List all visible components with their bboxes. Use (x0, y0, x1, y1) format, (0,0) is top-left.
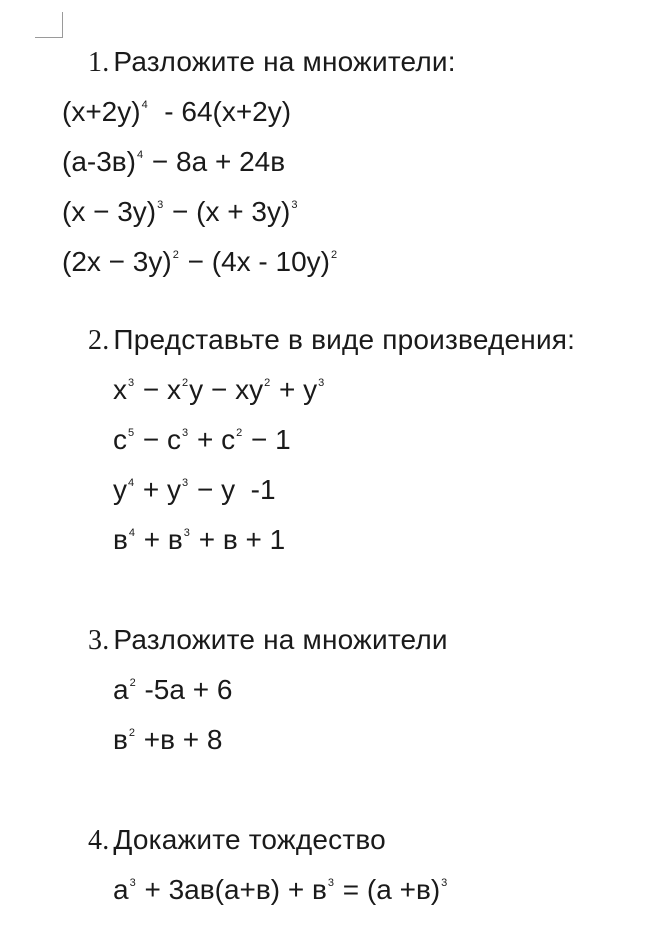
expression-text: = (а +в) (335, 874, 441, 905)
page-corner-mark (35, 12, 63, 38)
expression-text: (2x − 3y) (62, 246, 172, 277)
expression-text: -5а + 6 (136, 674, 233, 705)
exponent: 2 (331, 249, 338, 261)
task-1-expression (62, 194, 298, 230)
exponent: 5 (128, 427, 135, 439)
expression-text: + c (189, 424, 236, 455)
expression-text: y − xy (189, 374, 264, 405)
task-1-title: Разложите на множители: (113, 46, 456, 77)
exponent: 4 (128, 477, 135, 489)
exponent: 2 (182, 377, 189, 389)
exponent: 3 (327, 877, 334, 889)
expression-text: − (x + 3y) (164, 196, 291, 227)
exponent: 3 (291, 199, 298, 211)
expression-text: + в + 1 (190, 524, 286, 555)
expression-text: y (113, 474, 127, 505)
task-3-number: 3. (88, 625, 110, 656)
expression-text: (а-3в) (62, 146, 136, 177)
exponent: 3 (157, 199, 164, 211)
task-1-expression (62, 244, 338, 280)
corner-mark-horizontal (35, 37, 63, 38)
exponent: 4 (137, 149, 144, 161)
expression-text: + в (136, 524, 183, 555)
expression-text: - 64(x+2y) (148, 96, 292, 127)
exponent: 3 (182, 427, 189, 439)
exponent: 2 (236, 427, 243, 439)
expression-text: в (113, 524, 128, 555)
expression-text: а (113, 874, 129, 905)
expression-text: − (4x - 10y) (179, 246, 330, 277)
exponent: 4 (128, 527, 135, 539)
exponent: 3 (128, 377, 135, 389)
task-3-title: Разложите на множители (113, 624, 448, 655)
expression-text: + y (135, 474, 182, 505)
exponent: 4 (141, 99, 148, 111)
exponent: 3 (129, 877, 136, 889)
task-1-number: 1. (88, 47, 110, 78)
task-1-heading (88, 44, 456, 81)
task-2-expression (113, 422, 291, 458)
expression-text: +в + 8 (136, 724, 223, 755)
exponent: 3 (318, 377, 325, 389)
expression-text: − x (135, 374, 182, 405)
task-4-title: Докажите тождество (113, 824, 386, 855)
exponent: 2 (264, 377, 271, 389)
exponent: 3 (183, 527, 190, 539)
expression-text: (x+2y) (62, 96, 141, 127)
task-3-expression (113, 672, 232, 708)
task-4-number: 4. (88, 825, 110, 856)
expression-text: − y -1 (189, 474, 276, 505)
exponent: 2 (172, 249, 179, 261)
corner-mark-vertical (62, 12, 63, 38)
expression-text: x (113, 374, 127, 405)
task-3-heading (88, 622, 448, 659)
task-2-expression (113, 472, 276, 508)
expression-text: − 8а + 24в (144, 146, 286, 177)
exponent: 3 (441, 877, 448, 889)
expression-text: c (113, 424, 127, 455)
expression-text: в (113, 724, 128, 755)
exponent: 2 (128, 727, 135, 739)
expression-text: − 1 (243, 424, 291, 455)
task-2-title: Представьте в виде произведения: (113, 324, 576, 355)
task-2-heading (88, 322, 575, 359)
task-4-heading (88, 822, 386, 859)
task-2-number: 2. (88, 325, 110, 356)
expression-text: − c (135, 424, 182, 455)
exponent: 2 (129, 677, 136, 689)
task-4-expression (113, 872, 448, 908)
task-1-expression (62, 94, 291, 130)
task-2-expression (113, 372, 325, 408)
task-1-expression (62, 144, 285, 180)
expression-text: а (113, 674, 129, 705)
exponent: 3 (182, 477, 189, 489)
expression-text: (x − 3y) (62, 196, 157, 227)
task-3-expression (113, 722, 223, 758)
expression-text: + y (271, 374, 318, 405)
task-2-expression (113, 522, 285, 558)
expression-text: + 3ав(а+в) + в (136, 874, 327, 905)
